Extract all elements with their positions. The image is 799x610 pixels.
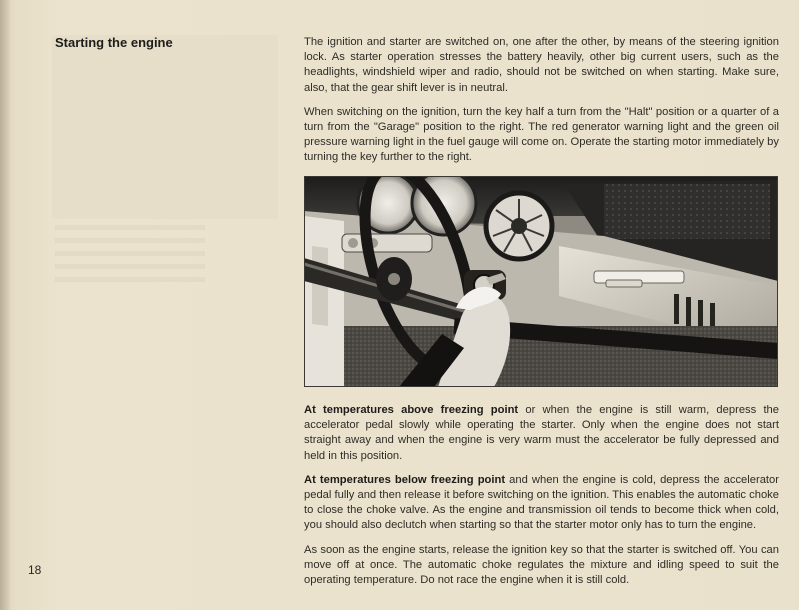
below-freezing-body: and when the engine is cold, depress the accelerator pedal fully and then release it before switching on the ignition. This enables the automatic choke to close the choke valve. As the engine and transmission oil tends to become thick when cold, you should also declutch when starting so that the starter motor only has to turn the engine. xyxy=(304,473,779,532)
below-freezing-heading: At temperatures below freezing point xyxy=(304,473,506,486)
above-freezing-heading: At temperatures above freezing point xyxy=(304,404,519,416)
intro-text-column xyxy=(304,35,779,175)
page-number: 18 xyxy=(28,563,42,577)
above-freezing-paragraph xyxy=(304,403,779,464)
ignition-key-photo xyxy=(304,176,778,387)
engine-starts-paragraph xyxy=(304,543,779,589)
page-binding-shadow xyxy=(0,0,10,610)
section-heading: Starting the engine xyxy=(55,35,173,50)
below-freezing-paragraph xyxy=(304,473,779,534)
temperature-text-column xyxy=(304,403,779,597)
above-freezing-body: or when the engine is still warm, depress the accelerator pedal slowly while operating the starter. Only when the engine does not start straight away and when the engine is very warm must the accelerator be fully depressed and held in this position. xyxy=(304,404,780,462)
show-through-text xyxy=(55,225,205,305)
ignition-lock-paragraph: The ignition and starter are switched on, one after the other, by means of the steering ignition lock. As starter operation stresses the battery heavily, other big current users, such as the headlights, windshield wiper and radio, should not be switched on when starting. Make sure, also, that the gear shift lever is in neutral. xyxy=(304,36,779,94)
ignition-key-paragraph: When switching on the ignition, turn the key half a turn from the "Halt" position or a quarter of a turn from the "Garage" position to the right. The red generator warning light and the green oil pressure warning light in the fuel gauge will come on. Operate the starting motor immediately by turning the key further to the right. xyxy=(304,105,779,164)
engine-starts-body: As soon as the engine starts, release the ignition key so that the starter is switched off. You can move off at once. The automatic choke regulates the mixture and idling speed to suit the operating temperature. Do not race the engine when it is still cold. xyxy=(304,543,779,587)
show-through-panel xyxy=(52,35,278,219)
